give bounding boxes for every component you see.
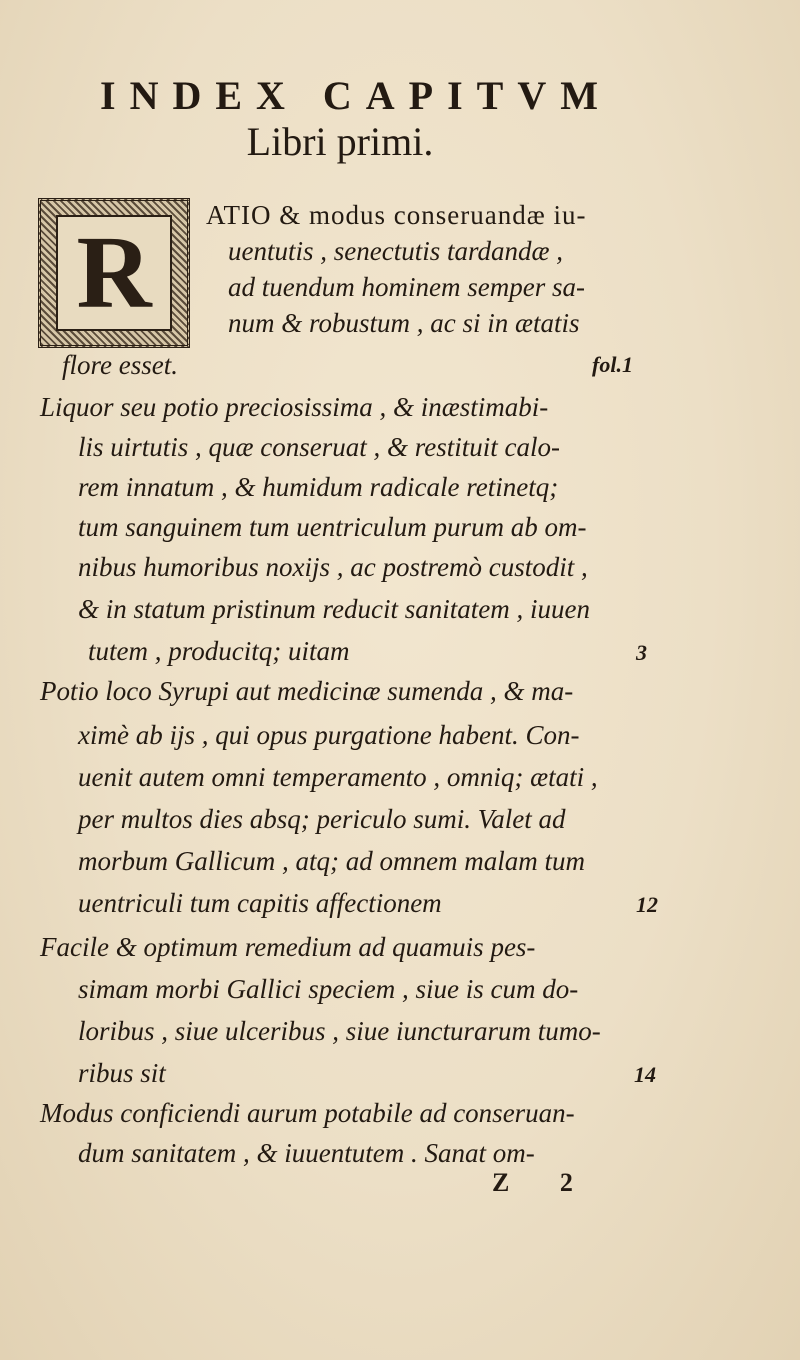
text-line: Potio loco Syrupi aut medicinæ sumenda , & ma- [40, 676, 574, 706]
text-line: Modus conficiendi aurum potabile ad conseruan- [40, 1098, 575, 1128]
text-line: tum sanguinem tum uentriculum purum ab om- [78, 512, 587, 542]
page-reference: fol.1 [592, 352, 633, 377]
text-line: flore esset. [62, 350, 178, 380]
text-line: & in statum pristinum reducit sanitatem , iuuen [78, 594, 590, 624]
text-line: uentriculi tum capitis affectionem [78, 888, 442, 918]
page-reference: 14 [634, 1062, 656, 1087]
text-line: simam morbi Gallici speciem , siue is cum do- [78, 974, 579, 1004]
page-title: INDEX CAPITVM [100, 73, 612, 118]
text-line: tutem , producitq; uitam [88, 636, 350, 666]
text-line: num & robustum , ac si in ætatis [228, 308, 580, 338]
initial-letter: R [56, 215, 172, 331]
decorated-initial [38, 198, 190, 348]
text-line: ribus sit [78, 1058, 166, 1088]
text-line: per multos dies absq; periculo sumi. Valet ad [78, 804, 566, 834]
text-line: Liquor seu potio preciosissima , & inæstimabi- [40, 392, 549, 422]
text-line: Facile & optimum remedium ad quamuis pes- [40, 932, 536, 962]
text-line: lis uirtutis , quæ conseruat , & restituit calo- [78, 432, 561, 462]
signature-mark: Z 2 [492, 1168, 595, 1197]
text-line: rem innatum , & humidum radicale retinetq; [78, 472, 559, 502]
text-line: loribus , siue ulceribus , siue iuncturarum tumo- [78, 1016, 601, 1046]
text-line: uentutis , senectutis tardandæ , [228, 236, 563, 266]
text-line: nibus humoribus noxijs , ac postremò custodit , [78, 552, 588, 582]
text-line: ad tuendum hominem semper sa- [228, 272, 585, 302]
text-line: ATIO & modus conseruandæ iu- [206, 200, 587, 230]
text-line: dum sanitatem , & iuuentutem . Sanat om- [78, 1138, 535, 1168]
text-line: uenit autem omni temperamento , omniq; ætati , [78, 762, 598, 792]
text-line: morbum Gallicum , atq; ad omnem malam tum [78, 846, 585, 876]
text-line: ximè ab ijs , qui opus purgatione habent. Con- [78, 720, 580, 750]
page-reference: 3 [636, 640, 647, 665]
page-reference: 12 [636, 892, 658, 917]
page-subtitle: Libri primi. [246, 119, 434, 164]
